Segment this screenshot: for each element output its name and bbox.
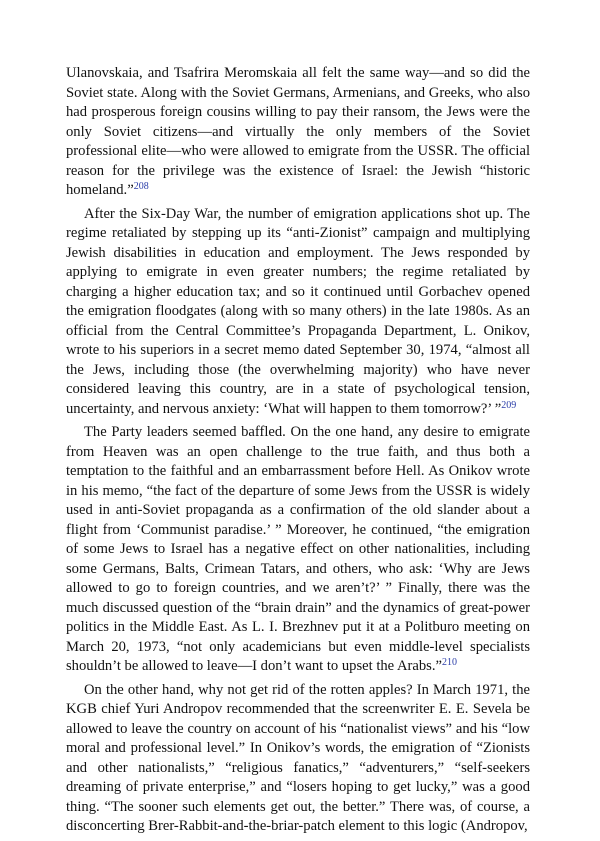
paragraph-continued <box>66 64 530 201</box>
footnote-ref-209[interactable]: 209 <box>501 399 517 411</box>
paragraph-text: Ulanovskaia, and Tsafrira Meromskaia all felt the same way—and so did the Soviet state. Along with the Soviet Germans, Armenians, and Greeks, who also had prosperous foreign cousins willing to pay their ransom, the Jews were the only Soviet citizens—and virtually the only members of the Soviet professional elite—who were allowed to emigrate from the USSR. The official reason for the privilege was the existence of Israel: the Jewish “historic homeland.” <box>66 65 530 198</box>
footnote-ref-210[interactable]: 210 <box>441 657 457 668</box>
paragraph-text: After the Six-Day War, the number of emigration applications shot up. The regime retaliated by stepping up its “anti-Zionist” campaign and multiplying Jewish disabilities in education and employment. The Jews responded by applying to emigrate in even greater numbers; the regime retaliated by charging a higher education tax; and so it continued until Gorbachev opened the emigration floodgates (along with so many others) in the late 1980s. As an official from the Central Committee’s Propaganda Department, L. Onikov, wrote to his superiors in a secret memo dated September 30, 1974, “almost all the Jews, including those (the overwhelming majority) who have never considered leaving this country, are in a state of psychological tension, uncertainty, and nervous anxiety: ‘What will happen to them tomorrow?’ ” <box>66 205 530 417</box>
paragraph-party-leaders <box>66 423 530 677</box>
paragraph-other-hand <box>66 681 530 837</box>
paragraph-six-day-war <box>66 205 530 420</box>
paragraph-text: The Party leaders seemed baffled. On the one hand, any desire to emigrate from Heaven was an open challenge to the true faith, and thus both a temptation to the faithful and an embarrassment before Hell. As Onikov wrote in his memo, “the fact of the departure of some Jews from the USSR is widely used in anti-Soviet propaganda as a confirmation of the old slander about a flight from ‘Communist paradise.’ ” Moreover, he continued, “the emigration of some Jews to Israel has a negative effect on other nationalities, including some Germans, Balts, Crimean Tatars, and others, who ask: ‘Why are Jews allowed to go to foreign countries, and we aren’t?’ ” Finally, there was the much discussed question of the “brain drain” and the dynamics of great-power politics in the Middle East. As L. I. Brezhnev put it at a Politburo meeting on March 20, 1973, “not only academicians but even middle-level specialists shouldn’t be allowed to leave—I don’t want to upset the Arabs.” <box>66 424 530 674</box>
footnote-ref-208[interactable]: 208 <box>133 181 149 192</box>
paragraph-text: On the other hand, why not get rid of the rotten apples? In March 1971, the KGB chief Yuri Andropov recommended that the screenwriter E. E. Sevela be allowed to leave the country on account of his “nationalist views” and his “low moral and professional level.” In Onikov’s words, the emigration of “Zionists and other nationalists,” “religious fanatics,” “adventurers,” “self-seekers dreaming of private enterprise,” and “losers hoping to get lucky,” was a good thing. “The sooner such elements get out, the better.” There was, of course, a disconcerting Brer-Rabbit-and-the-briar-patch element to this logic (Andropov, <box>66 681 530 834</box>
book-page-body <box>66 64 530 841</box>
